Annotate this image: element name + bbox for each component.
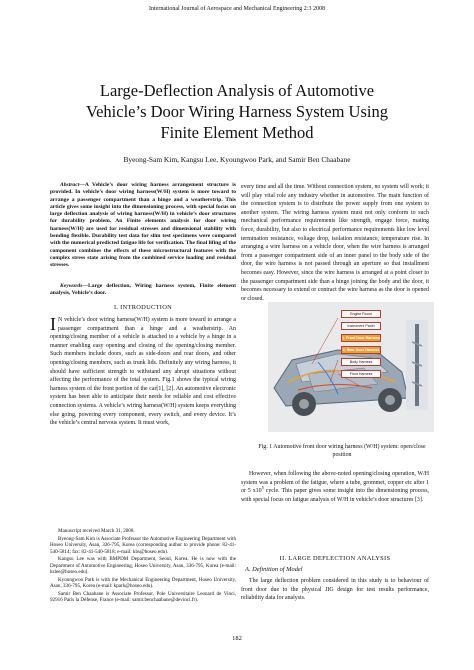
title-line-3: Finite Element Method (160, 123, 314, 142)
right-column-paragraph-1 (241, 183, 429, 303)
right-column-paragraph-2 (241, 470, 429, 504)
section-2-heading: II. LARGE DEFLECTION ANALYSIS (279, 555, 391, 562)
abstract-label: Abstract (60, 182, 80, 188)
para2-text-a: However, when following the above-noted opening/closing operation, W/H system was a problem of the fatigue, where a tube, grommet, copper etc after 1 or 5 x10 (241, 471, 429, 495)
abstract-block (50, 182, 236, 270)
figure-label-front-door-harness: 1. Front Door Harness (342, 336, 380, 340)
title-line-1: Large-Deflection Analysis of Automotive (99, 81, 375, 100)
figure-label-rear-door-harness: 2. Rear Door Harness (342, 348, 380, 352)
keywords-block (50, 283, 236, 298)
author-list: Byeong-Sam Kim, Kangsu Lee, Kyoungwoo Park, and Samir Ben Chaabane (123, 155, 351, 164)
body-paragraph: every time and all the time. Without connection system, no system will work; it will play vital role any industry whether in automotive. The main function of the connection system is to distribute the power supply from one system to another system. The wiring harness system must not only conform to such mechanical performance requirements like strength, engage force, mating force, durability, but also to electrical performance requirements like low level termination resistance, voltage drop, isolation resistance, temperature rise. In arranging a wire harness on a vehicle door, when the wire harness is arranged from a passenger compartment side of an inner panel to the body side of the door, the wire harness is not passed through an aperture so that installment becomes easy. However, since the wire harness is arranged at a point closer to the passenger compartment side than a hinge joining the body and the door, it becomes necessary to extend or contract the wire harness as the door is opened or closed. (241, 184, 429, 302)
page-number: 182 (232, 635, 242, 642)
footnote: Manuscript received March 31, 2008. (58, 528, 135, 534)
figure-label-body-harness: Body Harness (341, 358, 381, 366)
right-column-paragraph-3 (241, 577, 429, 603)
footnote: Samir Ben Chaabane is Associate Professor, Pole Universitaire Leonard de Vinci, 92916 Paris la Défense, France (e-mail: samir.benchaabane@devinci.fr). (50, 590, 236, 603)
footnote: Kangsu Lee was with BMPDM Department, Seoul, Korea. He is now with the Department of Automotive Engineering, Hoseo University, Asan, 336-795, Korea (e-mail: kslee@hoseo.edu). (50, 556, 236, 575)
journal-header: International Journal of Aerospace and Mechanical Engineering 2:3 2008 (149, 6, 325, 12)
intro-body: N vehicle’s door wiring harness(W/H) system is more toward to arrange a passenger compartment than a hinge and a weatherstrip. An opening/closing member of a vehicle is attached to a vehicle by a hinge in a manner enabling easy opening and closing of the opening/closing member. Such members include doors, such as side-doors and rear doors, and other opening/closing members, such as trunk lids. Definitely any wiring harness, it should have sufficient strength to withstand any abrupt situations without affecting the performance of the total system. Fig.1 shows the typical wiring harness system of the front portion of the car[1], [2]. An automotive electronic system has been able to anticipate their needs for reliable and cost effective connection systems. A vehicle’s wiring harness(W/H) system keeps everything else going, powering every component, every switch, and every device. It’s the vehicle’s central nervous system. It must work, (50, 317, 236, 427)
para2-text-b: cycle. This paper gives some insight into the dimensioning process, with special focus on fatigue analysis of W/H in vehicle’s door structures [3]. (241, 488, 429, 503)
subsection-a-heading: A. Definition of Model (245, 566, 303, 573)
footnotes (50, 528, 236, 605)
section-1-heading: I. INTRODUCTION (113, 304, 173, 311)
body-paragraph: The large deflection problem considered in this study is to behaviour of front door due to the physical JIG design for test results performance, reliability data for analysis. (241, 578, 429, 602)
figure-label-engine-room: Engine Room (341, 310, 381, 318)
dropcap: I (50, 314, 56, 334)
figure-label-instrument-panel: Instrument Panel (341, 322, 381, 330)
introduction-text (50, 316, 236, 428)
keywords-text: —Large deflection, Wiring harness system, Finite element analysis, Vehicle’s door. (50, 283, 236, 297)
figure-1-image (268, 302, 434, 432)
footnote: Kyoungwoo Park is with the Mechanical Engineering Department, Hoseo University, Asan, 336-795, Korea (e-mail: kpark@hoseo.edu). (50, 576, 236, 589)
keywords-label: Keywords (60, 283, 83, 289)
title-line-2: Vehicle’s Door Wiring Harness System Using (86, 102, 388, 121)
paper-title (40, 80, 434, 143)
figure-label-floor-harness: Floor Harness (341, 370, 381, 378)
footnote: Byeong-Sam Kim is Associate Professor the Automotive Engineering Department with Hoseo University, Asan, 336-795, Korea (corresponding author to provide phone: 82-41-540-5814; fax: 82-41-540-5818; e-mail: kbs@hoseo.edu). (50, 535, 236, 555)
abstract-text: —A Vehicle’s door wiring harness arrangement structure is provided. In vehicle’s door wiring harness(W/H) system is more toward to arrange a passenger compartment than a hinge and a weatherstrip. This article gives some insight into the dimensioning process, with special focus on large deflection analysis of wiring harness(W/H) in vehicle’s door structures for durability problem. An Finite elements analysis for door wiring harness(W/H) are used for residual stresses and dimensional stability with bending flexible. Durability test data for slim test specimens were compared with the numerical predicted fatigue life for verification. The final lifing of the component combines the effects of these microstructural features with the complex stress state arising from the combined service loading and residual stresses. (50, 182, 236, 269)
exponent: 5 (261, 485, 264, 491)
figure-1-caption: Fig. 1 Automotive front door wiring harness (W/H) system: open/close position (258, 444, 426, 458)
